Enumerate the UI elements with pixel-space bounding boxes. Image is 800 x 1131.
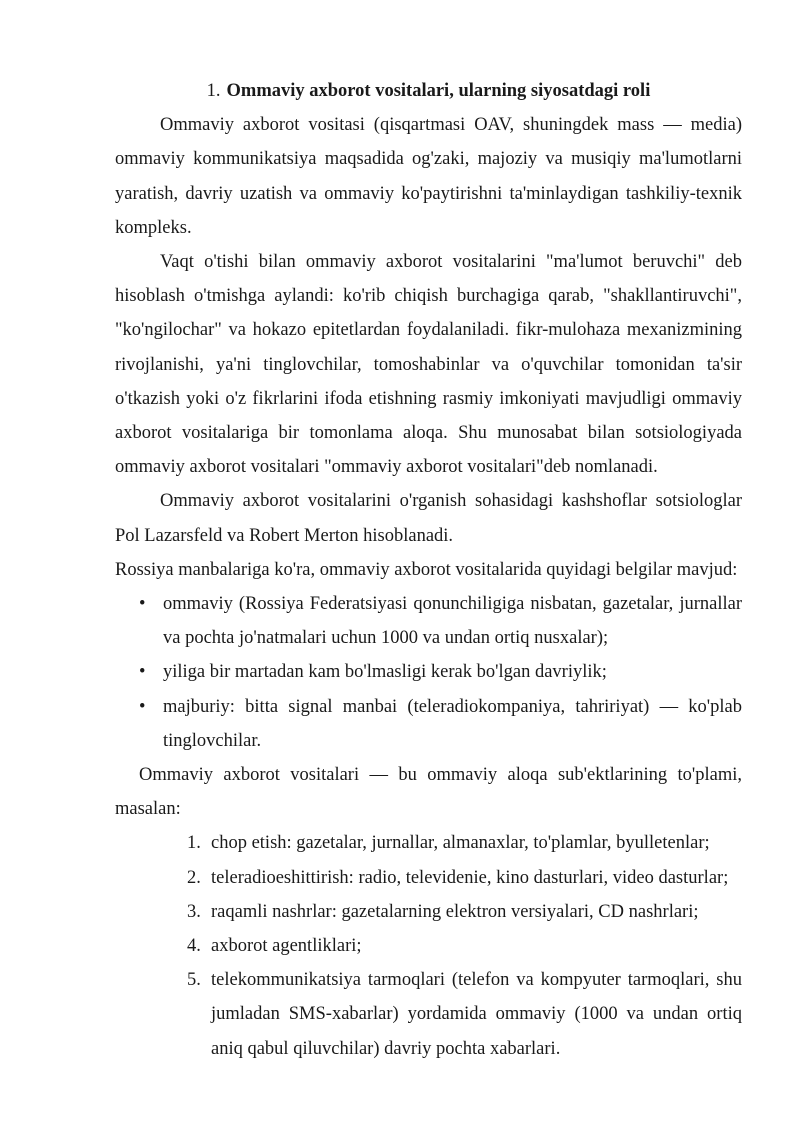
- list-item: [115, 963, 742, 1066]
- list-item: [115, 861, 742, 895]
- paragraph-list-intro: Ommaviy axborot vositalari — bu ommaviy aloqa sub'ektlarining to'plami, masalan:: [115, 765, 742, 820]
- numbered-list: [115, 826, 742, 1065]
- list-item-text: yiliga bir martadan kam bo'lmasligi kerak bo'lgan davriylik;: [163, 662, 607, 683]
- paragraph-pioneers: Ommaviy axborot vositalarini o'rganish sohasidagi kashshoflar sotsiologlar Pol Lazarsfeld va Robert Merton hisoblanadi.: [115, 491, 742, 546]
- heading-number: 1.: [206, 81, 221, 101]
- list-item-text: teleradioeshittirish: radio, televidenie, kino dasturlari, video dasturlar;: [211, 867, 729, 888]
- list-item-text: chop etish: gazetalar, jurnallar, almanaxlar, to'plamlar, byulletenlar;: [211, 833, 710, 854]
- bullet-list: [115, 587, 742, 758]
- document-page: [115, 74, 742, 1066]
- list-item: [115, 826, 742, 860]
- item-number: 3.: [187, 901, 201, 922]
- item-number: 2.: [187, 867, 201, 888]
- list-item: [115, 655, 742, 689]
- heading-title: Ommaviy axborot vositalari, ularning siyosatdagi roli: [226, 81, 651, 101]
- bullet-marker: •: [139, 594, 146, 615]
- paragraph-history: Vaqt o'tishi bilan ommaviy axborot vositalarini "ma'lumot beruvchi" deb hisoblash o'tmishga aylandi: ko'rib chiqish burchagiga qarab, "shakllantiruvchi", "ko'ngilochar" va hokazo epitetlardan foydalaniladi. fikr-mulohaza mexanizmining rivojlanishi, ya'ni tinglovchilar, tomoshabinlar va o'quvchilar tomonidan ta'sir o'tkazish yoki o'z fikrlarini ifoda etishning rasmiy imkoniyati mavjudligi ommaviy axborot vositalariga bir tomonlama aloqa. Shu munosabat bilan sotsiologiyada ommaviy axborot vositalari "ommaviy axborot vositalari"deb nomlanadi.: [115, 252, 742, 478]
- list-item-text: raqamli nashrlar: gazetalarning elektron versiyalari, CD nashrlari;: [211, 901, 699, 922]
- bullet-marker: •: [139, 696, 146, 717]
- paragraph-definition: Ommaviy axborot vositasi (qisqartmasi OAV, shuningdek mass — media) ommaviy kommunikatsiya maqsadida og'zaki, majoziy va musiqiy ma'lumotlarni yaratish, davriy uzatish va ommaviy ko'paytirishni ta'minlaydigan tashkiliy-texnik kompleks.: [115, 115, 742, 238]
- list-item-text: axborot agentliklari;: [211, 936, 362, 957]
- item-number: 5.: [187, 970, 201, 991]
- section-heading: [115, 74, 742, 108]
- list-item-text: telekommunikatsiya tarmoqlari (telefon va kompyuter tarmoqlari, shu jumladan SMS-xabarlar) yordamida ommaviy (1000 va undan ortiq aniq qabul qiluvchilar) davriy pochta xabarlari.: [211, 970, 742, 1059]
- list-item: [115, 587, 742, 655]
- list-item: [115, 690, 742, 758]
- list-item: [115, 895, 742, 929]
- list-item: [115, 929, 742, 963]
- list-item-text: ommaviy (Rossiya Federatsiyasi qonunchiligiga nisbatan, gazetalar, jurnallar va pochta jo'natmalari uchun 1000 va undan ortiq nusxalar);: [163, 594, 742, 649]
- item-number: 1.: [187, 833, 201, 854]
- paragraph-russia-intro: Rossiya manbalariga ko'ra, ommaviy axborot vositalarida quyidagi belgilar mavjud:: [115, 559, 738, 580]
- list-item-text: majburiy: bitta signal manbai (teleradiokompaniya, tahririyat) — ko'plab tinglovchilar.: [163, 696, 742, 751]
- bullet-marker: •: [139, 662, 146, 683]
- item-number: 4.: [187, 936, 201, 957]
